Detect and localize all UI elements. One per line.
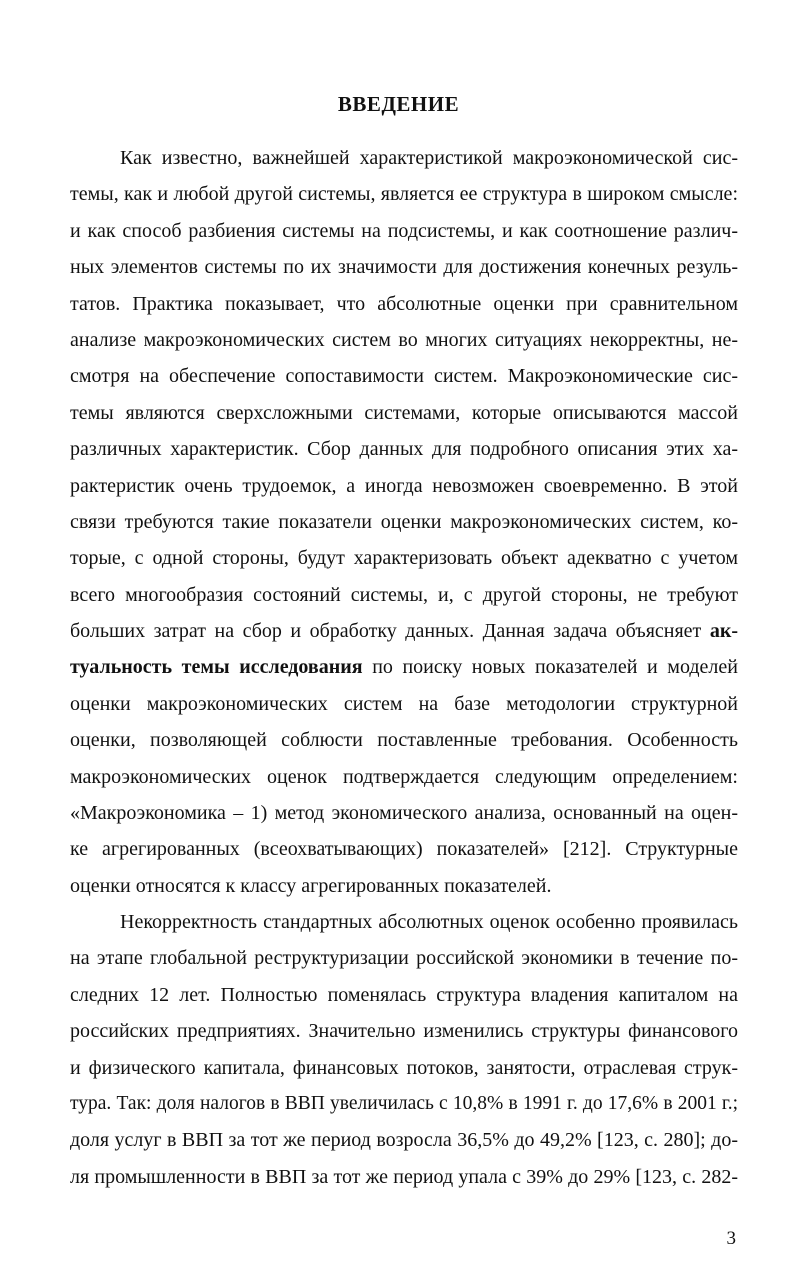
text-line: «Макроэкономика – 1) метод экономического анализа, основанный на оцен-: [70, 802, 738, 825]
text-line: и как способ разбиения системы на подсистемы, и как соотношение различ-: [70, 219, 738, 242]
text-line: рактеристик очень трудоемок, а иногда невозможен своевременно. В этой: [70, 474, 738, 497]
page-number: 3: [726, 1228, 736, 1249]
text-line: смотря на обеспечение сопоставимости систем. Макроэкономические сис-: [70, 365, 738, 388]
text-line: торые, с одной стороны, будут характеризовать объект адекватно с учетом: [70, 547, 738, 570]
text-line: тура. Так: доля налогов в ВВП увеличилась с 10,8% в 1991 г. до 17,6% в 2001 г.;: [70, 1092, 738, 1114]
text-line: ке агрегированных (всеохватывающих) показателей» [212]. Структурные: [70, 838, 738, 861]
bold-term: туальность темы исследования: [70, 656, 363, 679]
text-line: оценки относятся к классу агрегированных показателей.: [70, 874, 552, 897]
text-line: всего многообразия состояний системы, и, с другой стороны, не требуют: [70, 583, 738, 606]
text-line: темы являются сверхсложными системами, которые описываются массой: [70, 401, 738, 424]
text-line: анализе макроэкономических систем во многих ситуациях некорректны, не-: [70, 328, 738, 351]
text-line: Некорректность стандартных абсолютных оценок особенно проявилась: [120, 911, 738, 933]
text-line: доля услуг в ВВП за тот же период возросла 36,5% до 49,2% [123, с. 280]; до-: [70, 1129, 738, 1152]
text-line: российских предприятиях. Значительно изменились структуры финансового: [70, 1020, 738, 1043]
paragraph-restructuring: [70, 904, 738, 1195]
text-line: и физического капитала, финансовых потоков, занятости, отраслевая струк-: [70, 1056, 738, 1079]
paragraph-intro: [70, 140, 738, 904]
text-line: темы, как и любой другой системы, является ее структура в широком смысле:: [70, 183, 738, 206]
text-line: татов. Практика показывает, что абсолютные оценки при сравнительном: [70, 292, 738, 315]
text-segment: больших затрат на сбор и обработку данных. Данная задача объясняет: [70, 620, 702, 643]
text-line: ных элементов системы по их значимости для достижения конечных резуль-: [70, 256, 738, 279]
text-line: оценки, позволяющей соблюсти поставленные требования. Особенность: [70, 729, 738, 752]
text-line: макроэкономических оценок подтверждается следующим определением:: [70, 765, 738, 788]
text-line: различных характеристик. Сбор данных для подробного описания этих ха-: [70, 438, 738, 461]
text-segment: по поиску новых показателей и моделей: [372, 656, 738, 679]
text-line: оценки макроэкономических систем на базе методологии структурной: [70, 692, 738, 715]
text-line: ля промышленности в ВВП за тот же период упала с 39% до 29% [123, с. 282-: [70, 1165, 738, 1188]
text-line: на этапе глобальной реструктуризации российской экономики в течение по-: [70, 947, 738, 970]
text-line: связи требуются такие показатели оценки макроэкономических систем, ко-: [70, 510, 738, 533]
text-line: Как известно, важнейшей характеристикой макроэкономической сис-: [120, 147, 738, 169]
bold-term: ак-: [709, 620, 738, 643]
text-line-with-bold: [70, 613, 738, 649]
text-line-with-bold: [70, 649, 738, 685]
text-line: следних 12 лет. Полностью поменялась структура владения капиталом на: [70, 983, 738, 1006]
page-title: ВВЕДЕНИЕ: [337, 92, 460, 116]
